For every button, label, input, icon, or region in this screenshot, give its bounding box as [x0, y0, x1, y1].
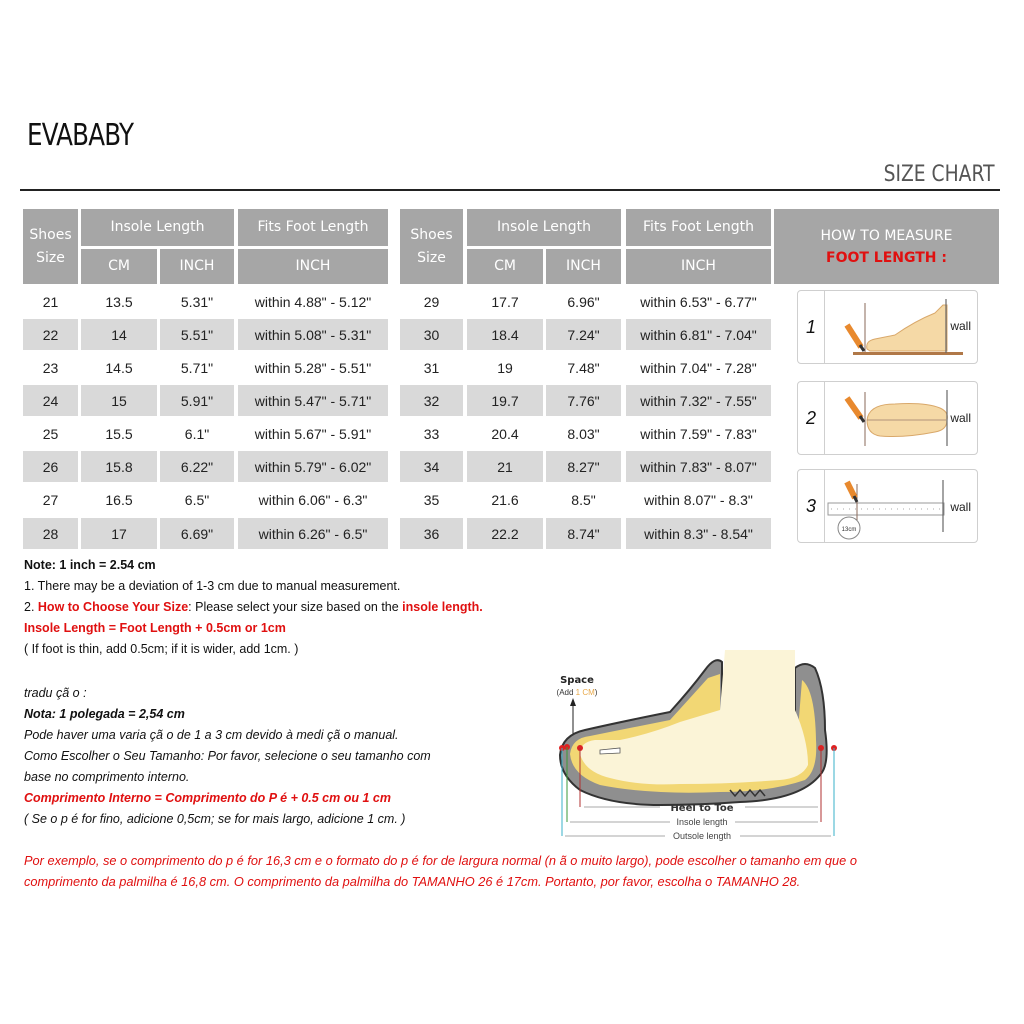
cell-fits: within 5.67" - 5.91" [254, 425, 372, 442]
wall-label: wall [950, 319, 971, 333]
cell-size: 27 [42, 491, 59, 508]
cell-fits: within 4.88" - 5.12" [254, 293, 372, 310]
cell-fits: within 5.28" - 5.51" [254, 359, 372, 376]
cell-inch: 7.48" [567, 359, 600, 376]
space-add-label: (Add 1 CM) [556, 688, 598, 697]
heel-to-toe-label: Heel to Toe [670, 803, 734, 814]
title-divider [20, 189, 1000, 191]
wall-label: wall [950, 411, 971, 425]
cell-fits: within 6.53" - 6.77" [640, 293, 757, 310]
note-choose-size: 2. How to Choose Your Size: Please select your size based on the insole length. [24, 600, 483, 614]
cell-cm: 15.5 [105, 425, 133, 442]
header-inch: INCH [546, 249, 621, 284]
cell-inch: 5.71" [180, 359, 214, 376]
note-tip: ( If foot is thin, add 0.5cm; if it is wider, add 1cm. ) [24, 642, 299, 656]
example-text [24, 850, 1014, 892]
pt-formula: Comprimento Interno = Comprimento do P é + 0.5 cm ou 1 cm [24, 791, 391, 805]
cell-cm: 15.8 [81, 451, 157, 482]
header-foot-inch: INCH [238, 249, 388, 284]
cell-fits: within 6.26" - 6.5" [238, 518, 388, 549]
header-insole-length: Insole Length [467, 209, 621, 246]
measure-step-2 [797, 381, 978, 455]
wall-label: wall [950, 500, 971, 514]
cell-fits: within 7.04" - 7.28" [640, 359, 757, 376]
header-inch: INCH [160, 249, 234, 284]
cell-fits: within 7.32" - 7.55" [626, 385, 771, 416]
measure-step-3 [797, 469, 978, 543]
cell-cm: 17 [81, 518, 157, 549]
cell-cm: 20.4 [491, 425, 519, 442]
cell-inch: 8.5" [571, 491, 596, 508]
header-shoes-size: Shoes Size [400, 209, 463, 284]
cell-inch: 5.91" [160, 385, 234, 416]
cell-size: 30 [400, 319, 463, 350]
brand-logo: EVABABY [27, 118, 134, 153]
cell-inch: 8.03" [567, 425, 600, 442]
cell-inch: 6.96" [567, 293, 600, 310]
cell-cm: 14 [81, 319, 157, 350]
pt-tip: ( Se o p é for fino, adicione 0,5cm; se for mais largo, adicione 1 cm. ) [24, 812, 406, 826]
cell-size: 26 [23, 451, 78, 482]
cell-cm: 22.2 [467, 518, 543, 549]
cell-cm: 16.5 [105, 491, 133, 508]
pencil-icon [847, 482, 857, 502]
outsole-length-label: Outsole length [672, 831, 732, 841]
space-label: Space [560, 675, 594, 686]
cell-cm: 19 [497, 359, 513, 376]
step-number: 2 [798, 382, 825, 454]
cell-fits: within 5.79" - 6.02" [238, 451, 388, 482]
header-foot-inch: INCH [626, 249, 771, 284]
cell-fits: within 6.06" - 6.3" [258, 491, 368, 508]
cell-cm: 18.4 [467, 319, 543, 350]
cell-size: 29 [423, 293, 440, 310]
pt-line1: Pode haver uma varia çã o de 1 a 3 cm devido à medi çã o manual. [24, 728, 399, 742]
step-number: 3 [798, 470, 825, 542]
notes-portuguese [24, 683, 431, 830]
pt-line2: Como Escolher o Seu Tamanho: Por favor, selecione o seu tamanho com [24, 749, 431, 763]
cell-fits: within 8.3" - 8.54" [626, 518, 771, 549]
cell-size: 22 [23, 319, 78, 350]
cell-fits: within 8.07" - 8.3" [644, 491, 753, 508]
cell-inch: 5.51" [160, 319, 234, 350]
cell-inch: 8.27" [546, 451, 621, 482]
cell-size: 32 [400, 385, 463, 416]
cell-inch: 7.24" [546, 319, 621, 350]
cell-inch: 7.76" [546, 385, 621, 416]
cell-inch: 6.5" [184, 491, 210, 508]
cell-inch: 6.1" [184, 425, 210, 442]
note-deviation: 1. There may be a deviation of 1-3 cm due to manual measurement. [24, 579, 401, 593]
cell-cm: 17.7 [491, 293, 519, 310]
example-line2: comprimento da palmilha é 16,8 cm. O comprimento da palmilha do TAMANHO 26 é 17cm. Portanto, por favor, escolha o TAMANHO 28. [24, 874, 801, 889]
cell-size: 28 [23, 518, 78, 549]
header-cm: CM [467, 249, 543, 284]
cell-inch: 6.69" [160, 518, 234, 549]
pencil-icon [847, 325, 864, 351]
note-formula: Insole Length = Foot Length + 0.5cm or 1cm [24, 621, 286, 635]
cell-fits: within 7.59" - 7.83" [640, 425, 757, 442]
cell-size: 36 [400, 518, 463, 549]
cell-size: 24 [23, 385, 78, 416]
cell-cm: 21.6 [491, 491, 519, 508]
note-conversion: Note: 1 inch = 2.54 cm [24, 558, 156, 572]
cell-fits: within 5.08" - 5.31" [238, 319, 388, 350]
header-fits-foot-length: Fits Foot Length [626, 209, 771, 246]
nota-conversion: Nota: 1 polegada = 2,54 cm [24, 707, 185, 721]
cell-cm: 15 [81, 385, 157, 416]
cell-size: 33 [423, 425, 440, 442]
shoe-cross-section-diagram [540, 650, 850, 845]
cell-fits: within 5.47" - 5.71" [238, 385, 388, 416]
cell-size: 35 [423, 491, 440, 508]
notes-english [24, 555, 483, 660]
cell-cm: 19.7 [467, 385, 543, 416]
cell-size: 25 [42, 425, 59, 442]
cell-size: 34 [400, 451, 463, 482]
cell-size: 23 [42, 359, 59, 376]
pencil-icon [847, 398, 864, 422]
translation-label: tradu çã o : [24, 686, 87, 700]
cell-inch: 6.22" [160, 451, 234, 482]
cell-size: 21 [42, 293, 59, 310]
cell-cm: 21 [467, 451, 543, 482]
measure-step-1 [797, 290, 978, 364]
pt-line3: base no comprimento interno. [24, 770, 190, 784]
header-fits-foot-length: Fits Foot Length [238, 209, 388, 246]
cell-size: 31 [423, 359, 440, 376]
insole-length-label: Insole length [676, 817, 728, 827]
cell-fits: within 7.83" - 8.07" [626, 451, 771, 482]
header-shoes-size: Shoes Size [23, 209, 78, 284]
cell-cm: 14.5 [105, 359, 133, 376]
header-insole-length: Insole Length [81, 209, 234, 246]
example-line1: Por exemplo, se o comprimento do p é for 16,3 cm e o formato do p é for de largura normal (n ã o muito largo), pode escolher o tamanho em que o [24, 853, 857, 868]
step-number: 1 [798, 291, 825, 363]
cell-cm: 13.5 [105, 293, 133, 310]
cell-inch: 5.31" [180, 293, 214, 310]
cell-inch: 8.74" [546, 518, 621, 549]
cell-fits: within 6.81" - 7.04" [626, 319, 771, 350]
ruler-mark-label: 13cm [841, 527, 857, 533]
how-to-measure-header: HOW TO MEASURE FOOT LENGTH : [774, 209, 999, 284]
header-cm: CM [81, 249, 157, 284]
page-title: SIZE CHART [883, 162, 994, 187]
